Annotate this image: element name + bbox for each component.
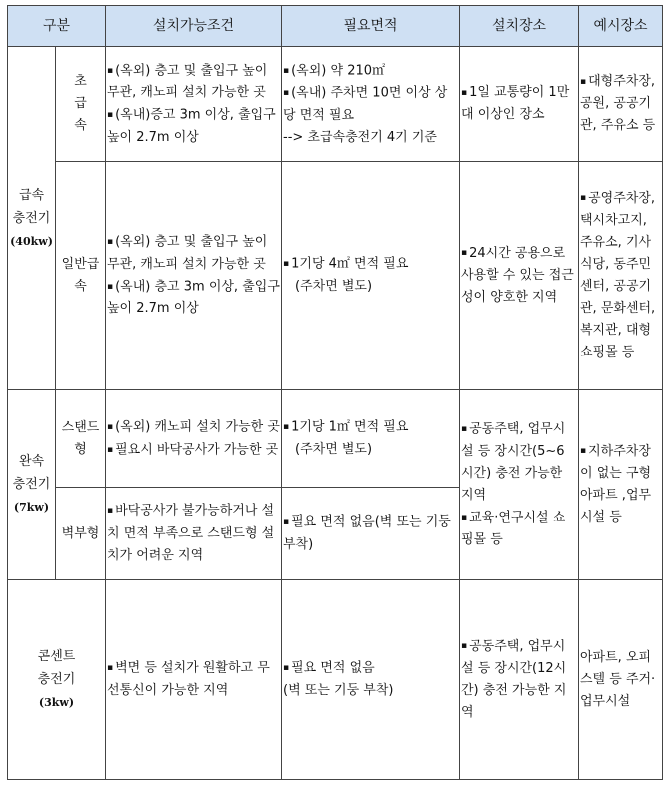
ultra-condition-2: ▪ (옥내)증고 3m 이상, 출입구 높이 2.7m 이상 bbox=[107, 104, 280, 149]
wall-conditions bbox=[106, 488, 282, 580]
stand-area-2: (주차면 별도) bbox=[295, 441, 373, 457]
outlet-kw: (3kw) bbox=[38, 696, 75, 709]
header-conditions: 설치가능조건 bbox=[106, 6, 282, 47]
ultra-location bbox=[460, 47, 579, 162]
general-conditions bbox=[106, 162, 282, 390]
general-area bbox=[282, 162, 460, 390]
outlet-area-2: (벽 또는 기둥 부착) bbox=[283, 682, 394, 698]
outlet-condition-1: ▪ 벽면 등 설치가 원활하고 무선통신이 가능한 지역 bbox=[107, 657, 280, 702]
outlet-area-1: ▪ 필요 면적 없음 bbox=[283, 657, 458, 680]
outlet-conditions bbox=[106, 580, 282, 780]
general-area-1: ▪ 1기당 4㎡ 면적 필요 bbox=[283, 253, 458, 276]
sub-general bbox=[56, 162, 106, 390]
slow-location bbox=[460, 390, 579, 580]
wall-condition-1: ▪ 바닥공사가 불가능하거나 설치 면적 부족으로 스탠드형 설치가 어려운 지역 bbox=[107, 500, 280, 567]
fast-label: 급속 충전기 bbox=[12, 187, 51, 226]
header-category: 구분 bbox=[8, 6, 106, 47]
slow-example bbox=[579, 390, 663, 580]
fast-kw: (40kw) bbox=[10, 234, 53, 248]
stand-area bbox=[282, 390, 460, 488]
outlet-example bbox=[579, 580, 663, 780]
sub-stand bbox=[56, 390, 106, 488]
outlet-label: 콘센트 충전기 bbox=[37, 649, 76, 687]
header-example: 예시장소 bbox=[579, 6, 663, 47]
general-example bbox=[579, 162, 663, 390]
ultra-example bbox=[579, 47, 663, 162]
slow-label: 완속 충전기 bbox=[12, 454, 51, 492]
ultra-conditions bbox=[106, 47, 282, 162]
general-condition-1: ▪ (옥외) 층고 및 출입구 높이 무관, 캐노피 설치 가능한 곳 bbox=[107, 231, 280, 276]
slow-location-2: ▪ 교육·연구시설 쇼핑몰 등 bbox=[461, 507, 577, 552]
slow-kw: (7kw) bbox=[13, 501, 50, 514]
ultra-area-3: --> 초급속충전기 4기 기준 bbox=[283, 129, 437, 145]
outlet-location-text: ▪ 공동주택, 업무시설 등 장시간(12시간) 충전 가능한 지역 bbox=[461, 639, 566, 720]
table-wrapper bbox=[7, 5, 663, 780]
ultra-area-1: ▪ (옥외) 약 210㎡ bbox=[283, 60, 458, 83]
row-outlet bbox=[8, 580, 663, 780]
general-example-text: ▪ 공영주차장, 택시차고지, 주유소, 기사식당, 동주민센터, 공공기관, 문화센터, 복지관, 대형쇼핑몰 등 bbox=[580, 191, 655, 360]
row-fast-ultra bbox=[8, 47, 663, 162]
general-location bbox=[460, 162, 579, 390]
wall-area-1: ▪ 필요 면적 없음(벽 또는 기둥 부착) bbox=[283, 511, 458, 556]
wall-area bbox=[282, 488, 460, 580]
ultra-location-text: ▪ 1일 교통량이 1만대 이상인 장소 bbox=[461, 85, 569, 122]
charger-installation-table bbox=[7, 5, 663, 780]
stand-conditions bbox=[106, 390, 282, 488]
ultra-condition-1: ▪ (옥외) 층고 및 출입구 높이 무관, 캐노피 설치 가능한 곳 bbox=[107, 60, 280, 105]
outlet-example-text: 아파트, 오피스텔 등 주거·업무시설 bbox=[580, 649, 656, 709]
stand-condition-2: ▪ 필요시 바닥공사가 가능한 곳 bbox=[107, 439, 280, 462]
ultra-area bbox=[282, 47, 460, 162]
sub-ultra bbox=[56, 47, 106, 162]
row-slow-stand bbox=[8, 390, 663, 488]
general-condition-2: ▪ (옥내) 층고 3m 이상, 출입구 높이 2.7m 이상 bbox=[107, 276, 280, 321]
stand-area-1: ▪ 1기당 1㎡ 면적 필요 bbox=[283, 416, 458, 439]
header-row bbox=[8, 6, 663, 47]
ultra-example-text: ▪ 대형주차장, 공원, 공공기관, 주유소 등 bbox=[580, 74, 655, 133]
stand-label: 스탠드 형 bbox=[61, 419, 100, 457]
general-label: 일반급 속 bbox=[61, 256, 100, 294]
general-area-2: (주차면 별도) bbox=[295, 278, 373, 294]
header-area: 필요면적 bbox=[282, 6, 460, 47]
ultra-label: 초 급 속 bbox=[74, 74, 87, 133]
header-location: 설치장소 bbox=[460, 6, 579, 47]
ultra-area-2: ▪ (옥내) 주차면 10면 이상 상당 면적 필요 bbox=[283, 82, 458, 127]
slow-location-1: ▪ 공동주택, 업무시설 등 장시간(5~6시간) 충전 가능한 지역 bbox=[461, 418, 577, 507]
outlet-area bbox=[282, 580, 460, 780]
row-fast-general bbox=[8, 162, 663, 390]
category-fast bbox=[8, 47, 56, 390]
category-slow bbox=[8, 390, 56, 580]
slow-example-text: ▪ 지하주차장이 없는 구형아파트 ,업무시설 등 bbox=[580, 444, 651, 525]
category-outlet bbox=[8, 580, 106, 780]
general-location-text: ▪ 24시간 공용으로 사용할 수 있는 접근성이 양호한 지역 bbox=[461, 246, 574, 305]
sub-wall bbox=[56, 488, 106, 580]
wall-label: 벽부형 bbox=[61, 525, 100, 541]
stand-condition-1: ▪ (옥외) 캐노피 설치 가능한 곳 bbox=[107, 416, 280, 439]
outlet-location bbox=[460, 580, 579, 780]
